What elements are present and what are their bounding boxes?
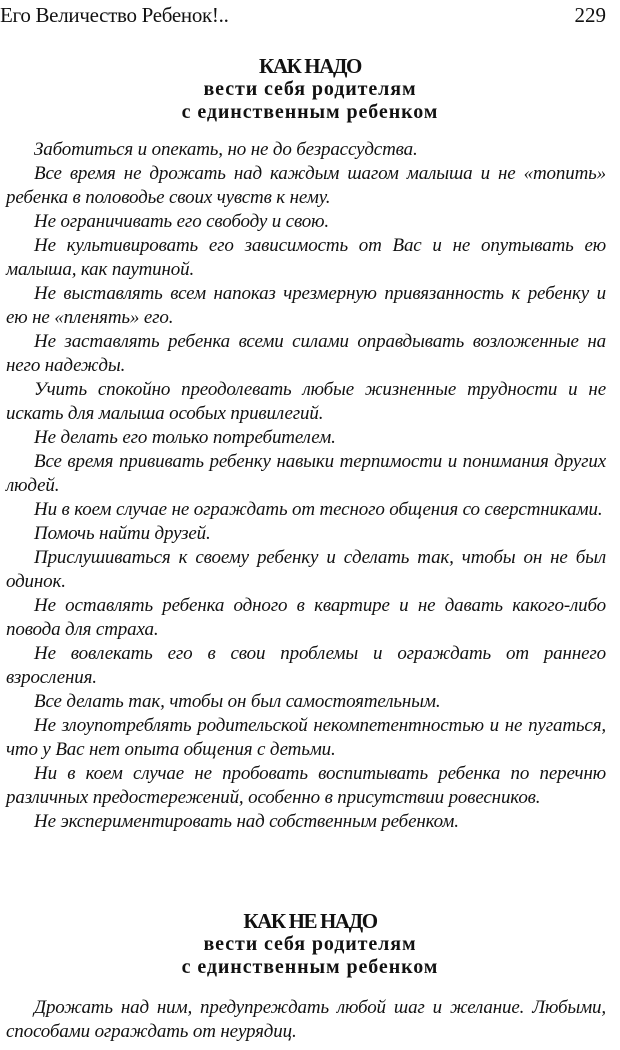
- paragraph: Все время прививать ребенку навыки терпимости и понимания других людей.: [6, 451, 606, 496]
- paragraph: Ни в коем случае не пробовать воспитывать ребенка по перечню различных предостережений, особенно в присутствии ровесников.: [6, 763, 606, 808]
- paragraph: Дрожать над ним, предупреждать любой шаг и желание. Любыми, способами ограждать от неурядиц.: [6, 997, 606, 1042]
- section-heading-subtitle-line: с единственным ребенком: [181, 956, 439, 978]
- section-heading-how-to: [0, 55, 620, 124]
- paragraph: Заботиться и опекать, но не до безрассудства.: [34, 139, 418, 160]
- paragraph: Не культивировать его зависимость от Вас и не опутывать ею малыша, как паутиной.: [6, 235, 606, 280]
- paragraph: Не заставлять ребенка всеми силами оправдывать возложенные на него надежды.: [6, 331, 606, 376]
- paragraph: Не экспериментировать над собственным ребенком.: [34, 811, 459, 832]
- running-title: Его Величество Ребенок!..: [0, 3, 229, 27]
- paragraph: Учить спокойно преодолевать любые жизненные трудности и не искать для малыша особых привилегий.: [6, 379, 606, 424]
- paragraph: Не оставлять ребенка одного в квартире и не давать какого-либо повода для страха.: [6, 595, 606, 640]
- section-heading-subtitle-line: вести себя родителям: [203, 78, 417, 100]
- section-body-how-to: [6, 138, 606, 834]
- page-number: 229: [574, 3, 606, 27]
- section-heading-subtitle-line: вести себя родителям: [203, 933, 417, 955]
- paragraph: Не выставлять всем напоказ чрезмерную привязанность к ребенку и ею не «пленять» его.: [6, 283, 606, 328]
- paragraph: Помочь найти друзей.: [34, 523, 211, 544]
- section-body-how-not-to: [6, 996, 606, 1044]
- paragraph: Не злоупотреблять родительской некомпетентностью и не пугаться, что у Вас нет опыта общения с детьми.: [6, 715, 606, 760]
- paragraph: Все делать так, чтобы он был самостоятельным.: [34, 691, 441, 712]
- paragraph: Ни в коем случае не ограждать от тесного общения со сверстниками.: [34, 499, 603, 520]
- running-header: [0, 0, 606, 30]
- paragraph: Все время не дрожать над каждым шагом малыша и не «топить» ребенка в половодье своих чувств к нему.: [6, 163, 606, 208]
- paragraph: Не вовлекать его в свои проблемы и ограждать от раннего взросления.: [6, 643, 606, 688]
- section-heading-title: КАК НАДО: [259, 54, 361, 78]
- section-heading-title: КАК НЕ НАДО: [243, 909, 377, 933]
- section-heading-how-not-to: [0, 910, 620, 979]
- section-heading-subtitle-line: с единственным ребенком: [181, 101, 439, 123]
- paragraph: Не ограничивать его свободу и свою.: [34, 211, 329, 232]
- paragraph: Прислушиваться к своему ребенку и сделать так, чтобы он не был одинок.: [6, 547, 606, 592]
- paragraph: Не делать его только потребителем.: [34, 427, 336, 448]
